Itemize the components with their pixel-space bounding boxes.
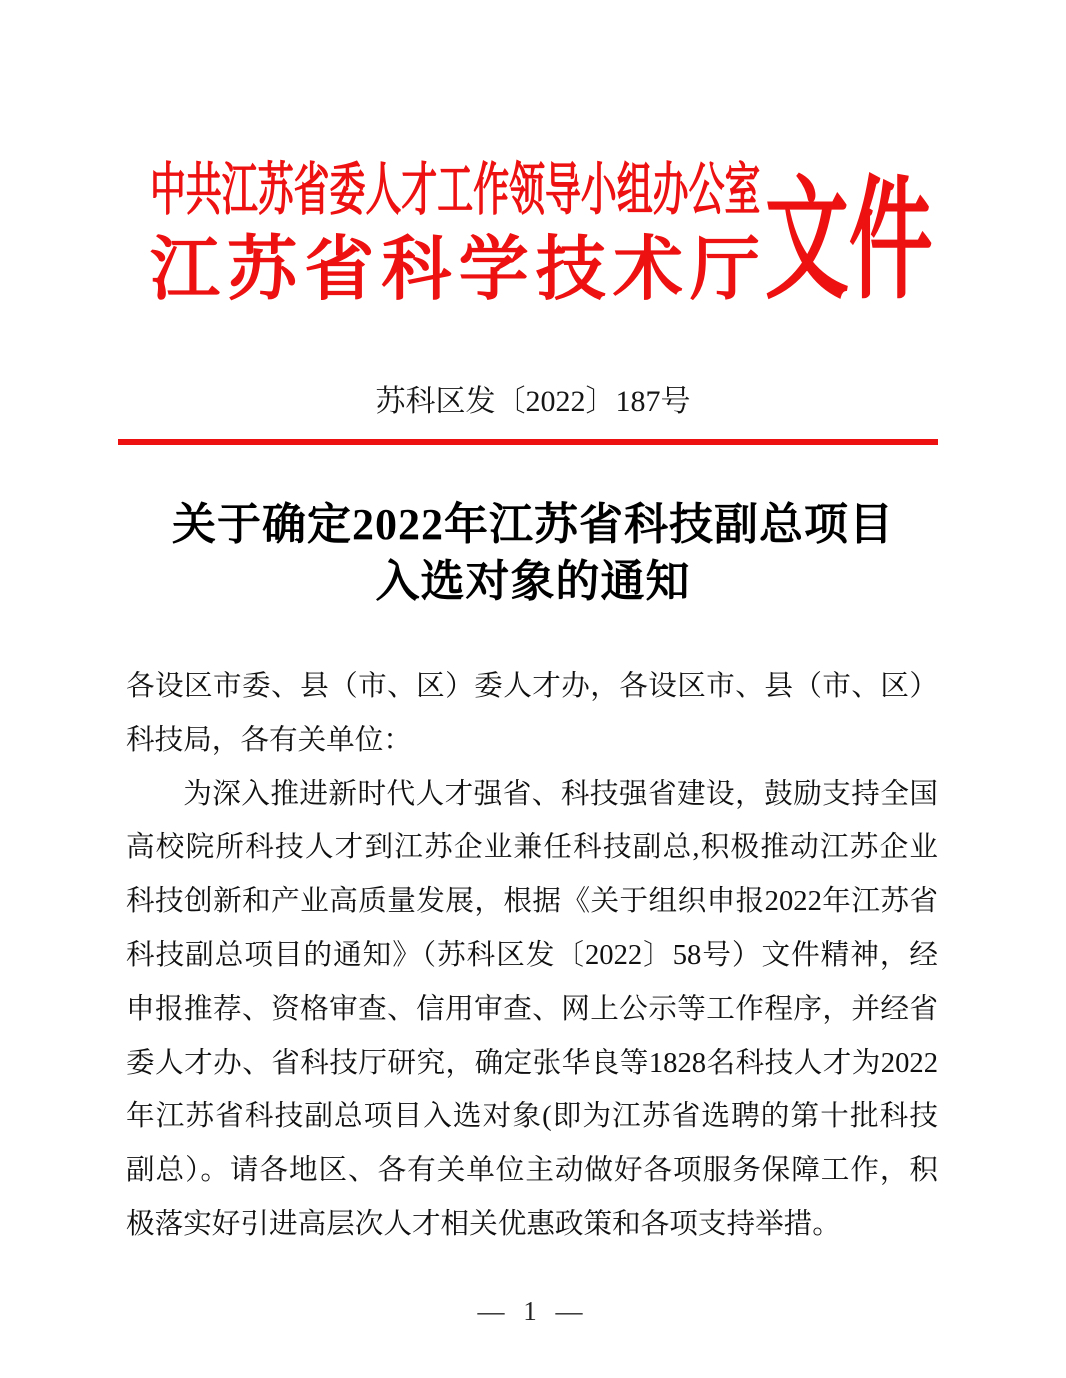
letterhead-org-char: 技 [535,232,606,309]
body-line: 申报推荐、资格审查、信用审查、网上公示等工作程序，并经省 [126,993,938,1025]
letterhead [150,158,1035,315]
letterhead-document-word: 文件 [765,166,933,315]
body-line: 为深入推进新时代人才强省、科技强省建设，鼓励支持全国 [183,778,938,810]
body-line: 高校院所科技人才到江苏企业兼任科技副总,积极推动江苏企业 [126,832,938,864]
body-text [126,660,938,1252]
letterhead-org-char: 学 [458,232,529,309]
document-title-line-1: 关于确定2022年江苏省科技副总项目 [172,500,894,549]
document-title [0,496,1066,610]
letterhead-org-char: 术 [612,232,683,309]
body-line: 极落实好引进高层次人才相关优惠政策和各项支持举措。 [126,1208,841,1240]
letterhead-org-line-1: 中共江苏省委人才工作领导小组办公室 [150,158,761,222]
body-line: 科技局，各有关单位： [126,724,412,756]
body-line: 各设区市委、县（市、区）委人才办，各设区市、县（市、区） [126,671,938,702]
page-number: — 1 — [477,1296,589,1326]
letterhead-org-char: 厅 [689,232,760,309]
body-line: 副总）。请各地区、各有关单位主动做好各项服务保障工作，积 [126,1155,938,1187]
body-line: 年江苏省科技副总项目入选对象(即为江苏省选聘的第十批科技 [126,1101,938,1133]
letterhead-org-char: 苏 [227,232,298,309]
letterhead-org-char: 江 [150,232,220,309]
red-divider-rule [118,439,938,445]
letterhead-org-char: 科 [381,232,452,309]
document-number: 苏科区发〔2022〕187号 [375,385,691,418]
body-line: 科技副总项目的通知》（苏科区发〔2022〕58号）文件精神，经 [126,939,938,971]
body-line: 委人才办、省科技厅研究，确定张华良等1828名科技人才为2022 [126,1047,938,1079]
document-title-line-2: 入选对象的通知 [375,557,691,606]
letterhead-org-line-2 [150,232,760,309]
letterhead-org-column [150,158,761,309]
body-line: 科技创新和产业高质量发展，根据《关于组织申报2022年江苏省 [126,886,938,918]
letterhead-org-char: 省 [304,232,375,309]
